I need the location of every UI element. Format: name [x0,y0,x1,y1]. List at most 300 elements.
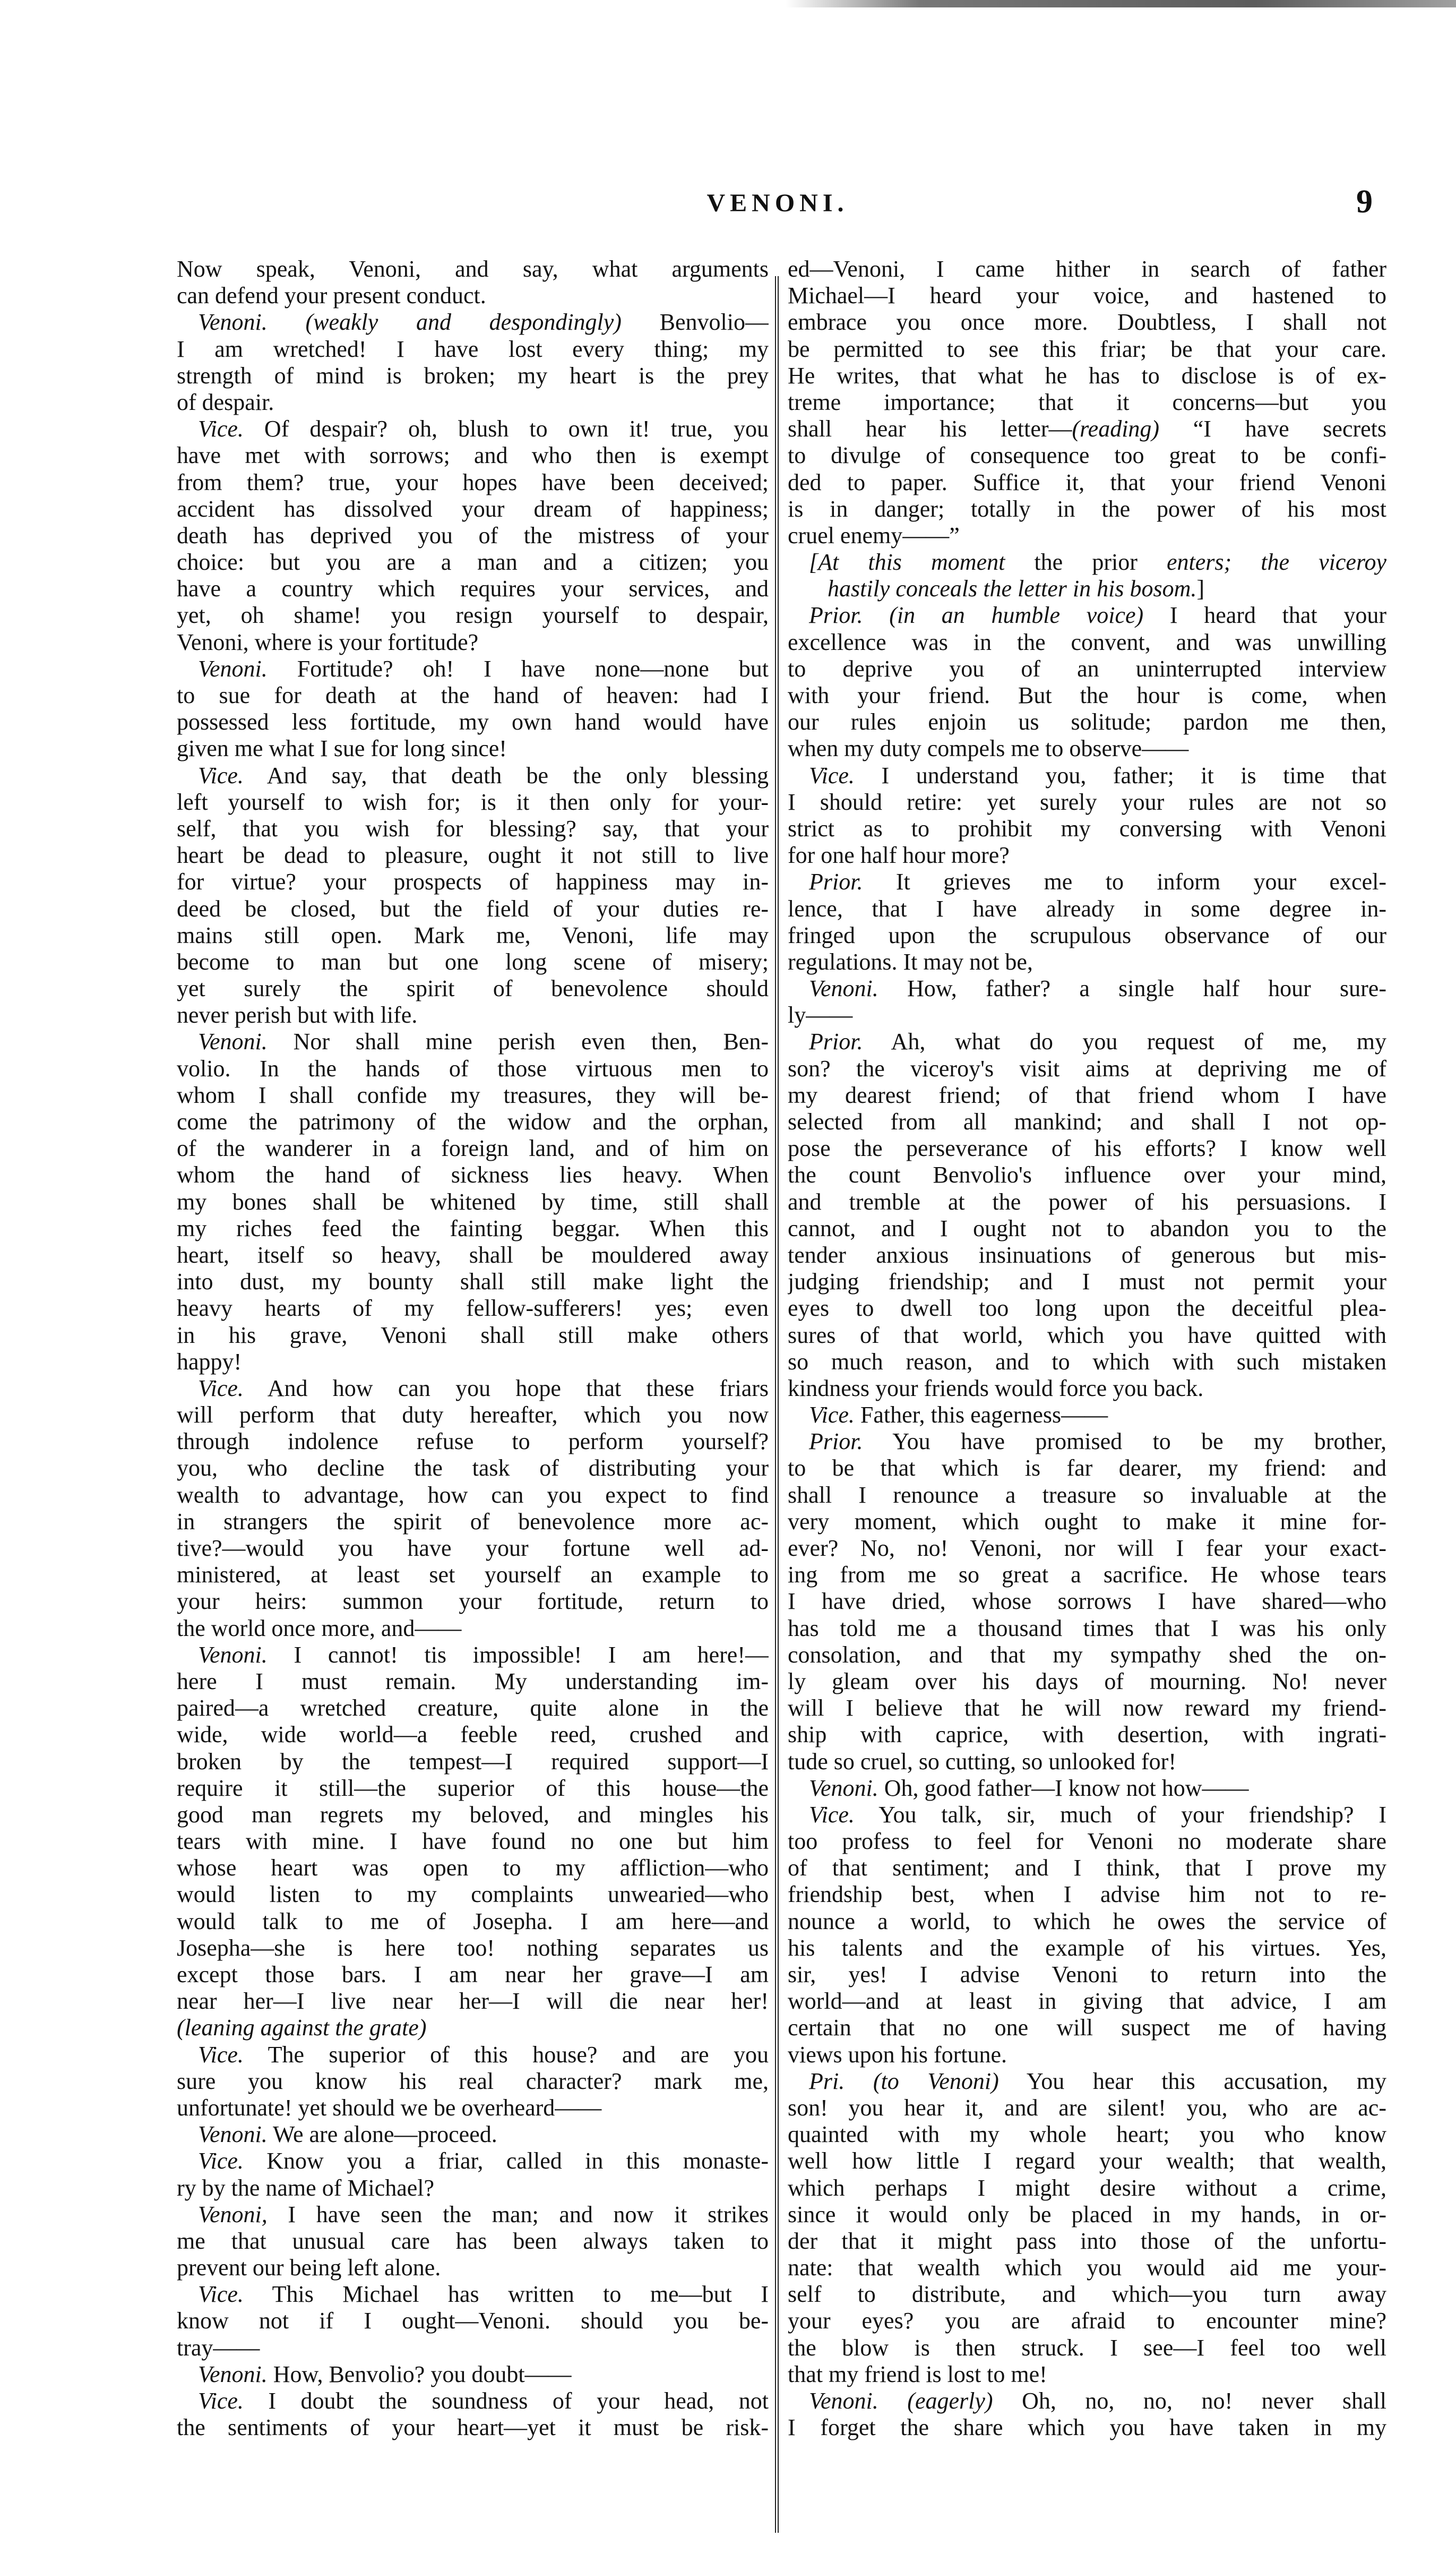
italic-text: Vice. [198,2041,244,2068]
text-run: tive?—would you have your fortune well ad- [177,1535,769,1561]
text-run: Michael—I heard your voice, and hastened to [788,282,1386,309]
text-line [788,282,1386,309]
text-run: sures of that world, which you have quitted with [788,1322,1386,1348]
text-line [177,1029,769,1055]
text-line [177,789,769,816]
text-run: ly gleam over his days of mourning. No! never [788,1668,1386,1694]
italic-text: Vice. [198,416,244,442]
text-line [177,896,769,922]
text-line [788,1455,1386,1481]
text-run: Venoni, where is your fortitude? [177,629,479,655]
text-run: well how little I regard your wealth; that wealth, [788,2148,1386,2174]
text-line [177,1002,769,1029]
text-line [177,1349,769,1375]
text-run: broken by the tempest—I required support—I [177,1748,769,1775]
text-run: You hear this accusation, my [998,2068,1386,2094]
text-line [177,416,769,442]
text-line [788,2095,1386,2121]
text-line [177,842,769,869]
text-line [788,789,1386,816]
text-line [788,576,1386,602]
italic-text: Venoni. [198,1641,268,1668]
text-run: near her—I live near her—I will die near her! [177,1988,769,2015]
text-run: possessed less fortitude, my own hand would have [177,709,769,735]
text-run: And say, that death be the only blessing [243,762,769,789]
text-run: heart be dead to pleasure, ought it not still to live [177,842,769,869]
text-run: happy! [177,1348,242,1375]
text-line [177,1588,769,1615]
text-line [788,1695,1386,1721]
text-run: selected from all mankind; and shall I not op- [788,1109,1386,1135]
italic-text: hastily conceals the letter in his bosom. [828,576,1197,602]
text-line [788,735,1386,762]
text-run: I have dried, whose sorrows I have shared—who [788,1588,1386,1615]
text-line [177,1135,769,1162]
italic-text: Vice. [198,2148,244,2174]
text-line [177,1162,769,1188]
text-run: unfortunate! yet should we be overheard—— [177,2094,602,2121]
text-run: This Michael has written to me—but I [243,2281,769,2308]
text-run: with your friend. But the hour is come, when [788,682,1386,708]
text-line [177,2361,769,2388]
italic-text: Venoni, [198,2201,268,2227]
text-line [788,1935,1386,1961]
text-run: never perish but with life. [177,1002,418,1029]
text-run: heart, itself so heavy, shall be mouldered away [177,1241,769,1268]
text-line [788,1428,1386,1455]
text-run: here I must remain. My understanding im- [177,1668,769,1694]
text-run: strict as to prohibit my conversing with Venoni [788,815,1386,842]
text-line [788,1056,1386,1082]
text-line [177,1535,769,1562]
text-line [788,256,1386,282]
text-line [788,1242,1386,1269]
text-run: He writes, that what he has to disclose is of ex- [788,362,1386,389]
italic-text: Vice. [198,2388,244,2414]
text-run: mains still open. Mark me, Venoni, life may [177,922,769,948]
text-line [788,1908,1386,1935]
italic-text: Venoni. [198,309,268,336]
text-line [788,1215,1386,1242]
text-line [177,576,769,602]
text-line [177,1695,769,1721]
text-line [788,1775,1386,1802]
text-run: volio. In the hands of those virtuous men to [177,1055,769,1082]
text-line [177,309,769,336]
text-run: the blow is then struck. I see—I feel too well [788,2334,1386,2361]
text-run: will perform that duty hereafter, which you now [177,1402,769,1428]
text-line [177,496,769,522]
text-run: ever? No, no! Venoni, nor will I fear your exact- [788,1535,1386,1561]
text-run: “I have secrets [1159,416,1386,442]
text-line [177,2281,769,2308]
text-line [177,629,769,656]
italic-text: Vice. [198,1375,244,1401]
text-run: strength of mind is broken; my heart is the prey [177,362,769,389]
text-run: would listen to my complaints unwearied—who [177,1881,769,1908]
text-line [177,1935,769,1961]
text-line [788,896,1386,922]
text-line [788,2121,1386,2148]
text-run: require it still—the superior of this house—the [177,1775,769,1801]
text-run: to deprive you of an uninterrupted interview [788,655,1386,682]
text-run: your eyes? you are afraid to encounter mine? [788,2308,1386,2334]
text-run: tude so cruel, so cutting, so unlooked for! [788,1748,1176,1775]
text-run: ed—Venoni, I came hither in search of father [788,256,1386,282]
text-line [177,1375,769,1402]
text-run: ded to paper. Suffice it, that your friend Venoni [788,469,1386,495]
text-line [788,1721,1386,1748]
text-line [177,1642,769,1668]
text-run: lence, that I have already in some degree in- [788,895,1386,922]
text-line [177,1908,769,1935]
text-run: certain that no one will suspect me of having [788,2015,1386,2041]
text-line [788,2228,1386,2255]
italic-text: (leaning against the grate) [177,2015,427,2041]
text-line [788,2175,1386,2201]
text-line [177,1721,769,1748]
text-line [788,602,1386,629]
text-run: me that unusual care has been always taken to [177,2227,769,2254]
text-line [177,2308,769,2334]
text-run: for one half hour more? [788,842,1010,869]
italic-text: (reading) [1072,416,1160,442]
text-run: the prior [1005,549,1167,576]
text-line [177,1615,769,1642]
text-run: regulations. It may not be, [788,948,1033,975]
text-line [788,1375,1386,1402]
text-line [177,1242,769,1269]
text-run: quainted with my whole heart; you who know [788,2121,1386,2148]
italic-text: Venoni. [198,655,268,682]
text-run: cruel enemy——” [788,522,960,549]
text-line [788,2361,1386,2388]
text-line [788,442,1386,469]
text-run: will I believe that he will now reward my friend- [788,1695,1386,1721]
text-line [177,682,769,709]
text-run: judging friendship; and I must not permit your [788,1269,1386,1295]
text-run: tray—— [177,2334,260,2361]
text-line [177,2042,769,2068]
text-line [788,869,1386,895]
text-run: for virtue? your prospects of happiness may in- [177,869,769,895]
text-run: which perhaps I might desire without a crime, [788,2174,1386,2201]
text-run: treme importance; that it concerns—but you [788,389,1386,415]
text-line [177,442,769,469]
text-line [788,2201,1386,2228]
text-run: paired—a wretched creature, quite alone in the [177,1695,769,1721]
text-line [788,1668,1386,1695]
text-run: have a country which requires your services, and [177,576,769,602]
text-line [788,682,1386,709]
italic-text: [At this moment [809,549,1005,576]
text-line [177,1562,769,1588]
text-run: of despair. [177,389,274,415]
text-line [177,602,769,629]
italic-text: Venoni. [198,2121,268,2148]
text-run: Benvolio— [621,309,769,336]
text-line [788,1988,1386,2015]
text-run: sure you know his real character? mark me, [177,2068,769,2094]
text-run: the world once more, and—— [177,1615,462,1641]
text-run: Nor shall mine perish even then, Ben- [267,1029,769,1055]
text-line [788,1881,1386,1908]
text-line [788,842,1386,869]
text-line [177,256,769,282]
text-run: would talk to me of Josepha. I am here—and [177,1908,769,1934]
text-run: I doubt the soundness of your head, not [243,2388,769,2414]
text-run: from them? true, your hopes have been deceived; [177,469,769,495]
text-line [788,656,1386,682]
text-line [177,389,769,416]
text-line [788,1162,1386,1188]
text-run: yet surely the spirit of benevolence should [177,975,769,1002]
text-line [177,709,769,735]
text-line [177,522,769,549]
text-line [788,1535,1386,1562]
text-run: Fortitude? oh! I have none—none but [267,655,769,682]
text-line [177,2148,769,2174]
text-run: You talk, sir, much of your friendship? I [854,1801,1386,1828]
text-line [788,336,1386,363]
text-run: Oh, no, no, no! never shall [993,2388,1386,2414]
text-run: accident has dissolved your dream of happiness; [177,495,769,522]
text-run: can defend your present conduct. [177,282,486,309]
text-line [788,2388,1386,2414]
italic-text: (in an humble voice) [863,602,1144,629]
text-run: come the patrimony of the widow and the orphan, [177,1109,769,1135]
text-run: How, Benvolio? you doubt—— [267,2361,572,2387]
text-run: deed be closed, but the field of your duties re- [177,895,769,922]
text-run: eyes to dwell too long upon the deceitful plea- [788,1295,1386,1322]
text-line [788,1295,1386,1322]
text-run: in strangers the spirit of benevolence more ac- [177,1508,769,1535]
text-run: cannot, and I ought not to abandon you to the [788,1215,1386,1241]
text-run: It grieves me to inform your excel- [863,869,1386,895]
text-line [177,549,769,576]
text-run: son! you hear it, and are silent! you, who are ac- [788,2094,1386,2121]
text-run: into dust, my bounty shall still make light the [177,1269,769,1295]
italic-text: Vice. [198,762,244,789]
text-line [788,2308,1386,2334]
text-line [788,1402,1386,1428]
text-line [788,549,1386,576]
italic-text: Prior. [809,1428,863,1455]
italic-text: (eagerly) [878,2388,993,2414]
text-line [177,869,769,895]
text-line [788,1855,1386,1881]
italic-text: (weakly and despondingly) [267,309,622,336]
text-run: that my friend is lost to me! [788,2361,1047,2387]
text-line [788,2414,1386,2441]
text-line [788,1562,1386,1588]
text-line [788,762,1386,789]
column-divider [775,276,779,2533]
text-line [177,1668,769,1695]
page-number: 9 [1356,184,1373,220]
text-line [177,2068,769,2095]
text-run: Father, this eagerness—— [854,1402,1108,1428]
text-run: ] [1196,576,1204,602]
text-line [788,1802,1386,1828]
text-line [177,2388,769,2414]
text-line [788,1828,1386,1855]
text-line [788,2335,1386,2361]
text-run: excellence was in the convent, and was unwilling [788,629,1386,655]
text-line [788,1322,1386,1349]
text-run: Of despair? oh, blush to own it! true, you [243,416,769,442]
text-run: nate: that wealth which you would aid me your- [788,2255,1386,2281]
scan-artifact [786,0,1456,7]
text-line [788,629,1386,656]
text-line [177,1056,769,1082]
text-run: embrace you once more. Doubtless, I shall not [788,309,1386,336]
text-run: left yourself to wish for; is it then only for your- [177,789,769,815]
text-line [788,469,1386,496]
text-run: We are alone—proceed. [267,2121,497,2148]
text-line [788,1269,1386,1295]
text-line [177,2228,769,2255]
text-run: Know you a friar, called in this monaste- [243,2148,769,2174]
text-line [788,2255,1386,2281]
italic-text: Vice. [809,1801,855,1828]
italic-text: Venoni. [809,975,878,1002]
text-line [177,949,769,975]
text-line [177,1269,769,1295]
text-run: ry by the name of Michael? [177,2174,435,2201]
text-line [177,2175,769,2201]
text-run: wide, wide world—a feeble reed, crushed and [177,1721,769,1748]
text-line [788,416,1386,442]
text-line [788,1349,1386,1375]
text-run: friendship best, when I advise him not to re- [788,1881,1386,1908]
text-run: become to man but one long scene of misery; [177,948,769,975]
text-run: I understand you, father; it is time that [854,762,1386,789]
text-run: I forget the share which you have taken in my [788,2414,1386,2441]
text-line [788,1615,1386,1642]
text-line [177,1215,769,1242]
text-line [788,1135,1386,1162]
text-run: Ah, what do you request of me, my [863,1029,1386,1055]
text-run: my dearest friend; of that friend whom I have [788,1082,1386,1108]
text-line [177,1961,769,1988]
text-line [788,1002,1386,1029]
text-run: to sue for death at the hand of heaven: had I [177,682,769,708]
text-run: choice: but you are a man and a citizen; you [177,549,769,576]
italic-text: enters; the viceroy [1166,549,1386,576]
text-run: in his grave, Venoni shall still make others [177,1322,769,1348]
text-run: kindness your friends would force you back. [788,1375,1204,1401]
text-line [788,2148,1386,2174]
text-run: through indolence refuse to perform yourself? [177,1428,769,1455]
text-line [177,1189,769,1215]
text-run: so much reason, and to which with such mistaken [788,1348,1386,1375]
text-run: pose the perseverance of his efforts? I know well [788,1135,1386,1162]
text-line [177,1828,769,1855]
text-line [177,1295,769,1322]
text-run: since it would only be placed in my hands, in or- [788,2201,1386,2227]
text-run: my riches feed the fainting beggar. When this [177,1215,769,1241]
text-run: self to distribute, and which—you turn away [788,2281,1386,2308]
text-run: know not if I ought—Venoni. should you be- [177,2308,769,2334]
text-run: wealth to advantage, how can you expect to find [177,1481,769,1508]
text-line [177,2335,769,2361]
text-line [177,1082,769,1109]
text-run: too profess to feel for Venoni no moderate share [788,1828,1386,1855]
text-run: fringed upon the scrupulous observance of our [788,922,1386,948]
text-run: nounce a world, to which he owes the service of [788,1908,1386,1934]
text-line [177,282,769,309]
text-run: The superior of this house? and are you [243,2041,769,2068]
text-run: Josepha—she is here too! nothing separates us [177,1934,769,1961]
text-line [788,2281,1386,2308]
text-line [788,2015,1386,2041]
text-line [177,922,769,949]
text-line [788,1482,1386,1509]
text-line [788,975,1386,1002]
text-line [788,496,1386,522]
text-run: der that it might pass into those of the unfortu- [788,2227,1386,2254]
text-line [788,1189,1386,1215]
text-line [177,1988,769,2015]
text-line [788,1509,1386,1535]
text-run: tender anxious insinuations of generous but mis- [788,1241,1386,1268]
text-run: is in danger; totally in the power of his most [788,495,1386,522]
text-line [177,1802,769,1828]
italic-text: (to Venoni) [845,2068,999,2094]
text-run: heavy hearts of my fellow-sufferers! yes; even [177,1295,769,1322]
text-run: of the wanderer in a foreign land, and of him on [177,1135,769,1162]
text-run: to divulge of consequence too great to be confi- [788,442,1386,469]
text-run: ship with caprice, with desertion, with ingrati- [788,1721,1386,1748]
text-run: our rules enjoin us solitude; pardon me then, [788,709,1386,735]
italic-text: Prior. [809,1029,863,1055]
text-run: your heirs: summon your fortitude, return to [177,1588,769,1615]
text-run: you, who decline the task of distributing your [177,1455,769,1481]
italic-text: Venoni. [809,1775,878,1801]
text-run: his talents and the example of his virtues. Yes, [788,1934,1386,1961]
text-run: given me what I sue for long since! [177,735,507,762]
italic-text: Vice. [809,1402,855,1428]
text-run: sir, yes! I advise Venoni to return into the [788,1961,1386,1987]
text-line [177,1428,769,1455]
text-run: good man regrets my beloved, and mingles his [177,1801,769,1828]
text-line [788,922,1386,949]
text-run: son? the viceroy's visit aims at depriving me of [788,1055,1386,1082]
text-run: How, father? a single half hour sure- [878,975,1386,1002]
text-run: prevent our being left alone. [177,2255,441,2281]
right-column [788,256,1386,2441]
text-line [177,2121,769,2148]
text-run: whom I shall confide my treasures, they will be- [177,1082,769,1108]
text-run: except those bars. I am near her grave—I am [177,1961,769,1987]
italic-text: Vice. [809,762,855,789]
text-run: I cannot! tis impossible! I am here!— [267,1641,769,1668]
text-run: be permitted to see this friar; be that your care. [788,336,1386,362]
text-run: ing from me so great a sacrifice. He whose tears [788,1562,1386,1588]
text-line [788,816,1386,842]
text-run: I should retire: yet surely your rules are not so [788,789,1386,815]
text-run: when my duty compels me to observe—— [788,735,1189,762]
text-line [788,363,1386,389]
text-line [177,1881,769,1908]
text-line [177,1482,769,1509]
italic-text: Prior. [809,869,863,895]
text-line [788,1588,1386,1615]
text-line [788,1082,1386,1109]
text-run: consolation, and that my sympathy shed the on- [788,1641,1386,1668]
text-line [177,1775,769,1802]
